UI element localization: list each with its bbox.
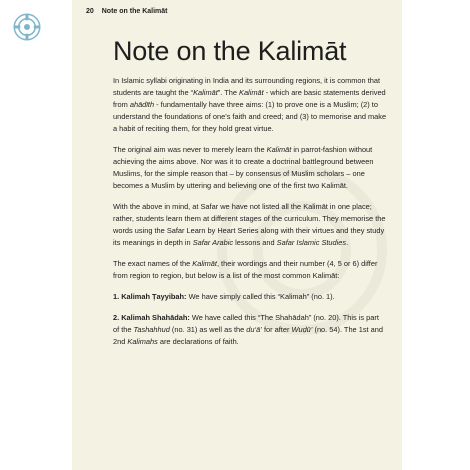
italic-term: Kalimāt: [239, 88, 264, 97]
paragraph-1: In Islamic syllabi originating in India and its surrounding regions, it is common that students are taught the “Kalimāt”. The Kalimāt - which are basic statements derived from ahādīth - fundamentally have three aims: (1) to prove one is a Muslim; (2) to understand the foundations of one’s faith and creed; and (3) to memorise and make a habit of reciting them, for they hold great virtue.: [113, 76, 387, 133]
body-text: [113, 75, 387, 357]
italic-term: Kalimāt: [193, 88, 218, 97]
page-number: 20: [86, 8, 94, 15]
list-item-kalimah-shahadah: 2. Kalimah Shahādah: We have called this “The Shahādah” (no. 20). This is part of the Tashahhud (no. 31) as well as the du‘ā’ for after Wuḍū’ (no. 54). The 1st and 2nd Kalimahs are declarations of faith.: [113, 313, 383, 346]
italic-term: Tashahhud: [133, 325, 170, 334]
list-item-heading: 2. Kalimah Shahādah:: [113, 313, 190, 322]
italic-term: du‘ā’: [246, 325, 262, 334]
italic-term: Kalimāt: [192, 259, 217, 268]
safar-logo-icon: [12, 12, 42, 42]
running-title: Note on the Kalimāt: [101, 8, 168, 15]
paragraph-3: With the above in mind, at Safar we have not listed all the Kalimāt in one place; rather, students learn them at different stages of the curriculum. They memorise the words using the Safar Learn by Heart Series along with their virtues and they study its meanings in depth in Safar Arabic lessons and Safar Islamic Studies.: [113, 202, 386, 247]
paragraph-2: The original aim was never to merely learn the Kalimāt in parrot-fashion without achieving the aims above. Nor was it to create a doctrinal battleground between Muslims, for the simple reason that – by consensus of Muslim scholars – one becomes a Muslim by uttering and believing one of the first two Kalimāt.: [113, 145, 374, 190]
book-page: [72, 0, 402, 470]
list-item-heading: 1. Kalimah Ṭayyibah:: [113, 292, 187, 301]
italic-term: Kalimāt: [266, 145, 292, 154]
italic-term: ahādīth: [129, 100, 155, 109]
italic-term: Safar Islamic Studies: [276, 238, 347, 247]
list-item-kalimah-tayyibah: 1. Kalimah Ṭayyibah: We have simply called this “Kalimah” (no. 1).: [113, 292, 335, 301]
page-title: Note on the Kalimāt: [113, 36, 347, 66]
running-header: [86, 8, 167, 15]
italic-term: Wuḍū’: [291, 325, 313, 334]
italic-term: Kalimahs: [127, 337, 158, 346]
italic-term: Safar Arabic: [192, 238, 234, 247]
paragraph-4: The exact names of the Kalimāt, their wordings and their number (4, 5 or 6) differ from region to region, but below is a list of the most common Kalimāt:: [113, 259, 378, 280]
